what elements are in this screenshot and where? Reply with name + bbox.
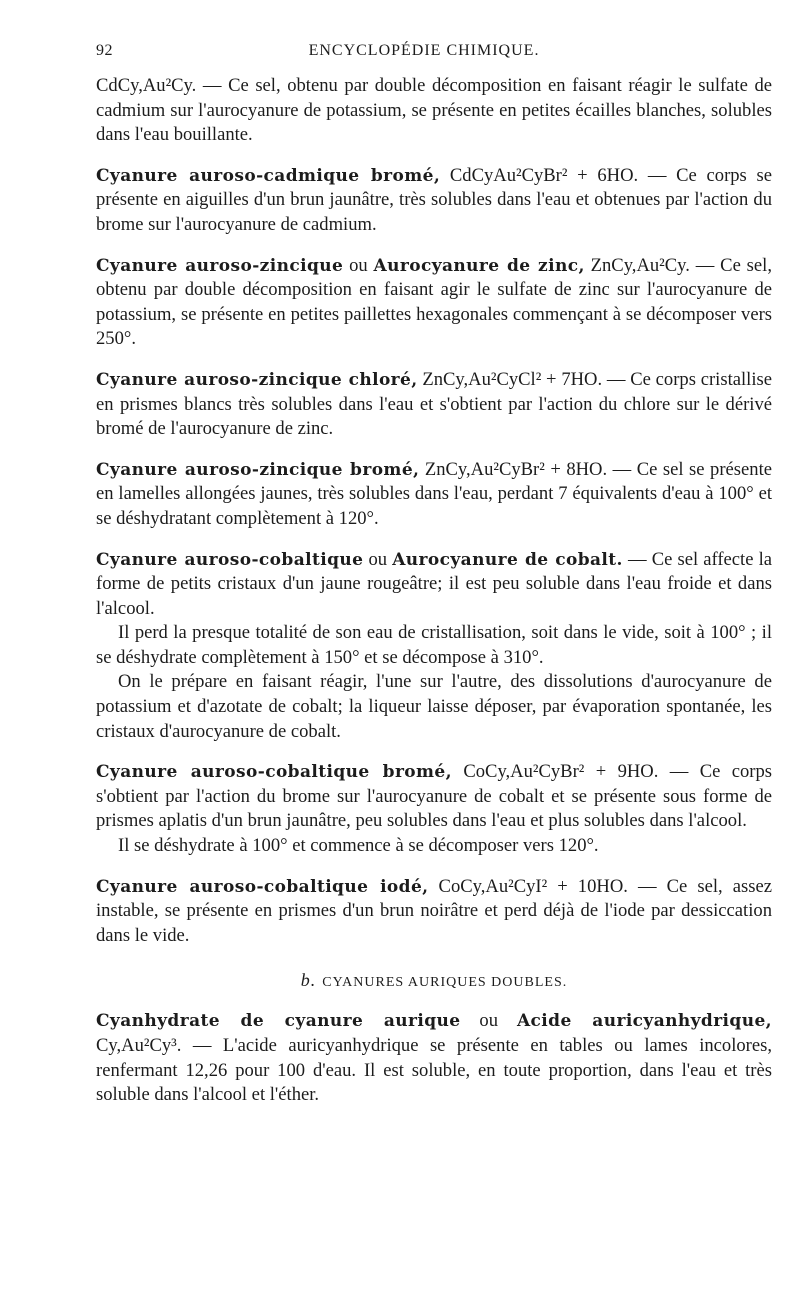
entry-heading: Cyanure auroso-zincique chloré, xyxy=(96,369,418,390)
entry-connector: ou xyxy=(363,548,393,570)
entry-text: CoCy,Au²CyI² + 10HO. — Ce sel, assez instable, se présente en prismes d'un brun noirâtre et perd déjà de l'iode par dessiccation dans le vide. xyxy=(96,875,772,946)
entry-auroso-cobaltique-iode xyxy=(96,875,772,949)
entry-auroso-cobaltique-brome xyxy=(96,760,772,834)
entry-auroso-zincique xyxy=(96,254,772,352)
entry-acide-auricyanhydrique xyxy=(96,1009,772,1107)
entry-paragraph: Il perd la presque totalité de son eau de cristallisation, soit dans le vide, soit à 100° ; il se déshydrate complètement à 150° et se décompose à 310°. xyxy=(96,622,772,668)
entry-text: ZnCy,Au²CyCl² + 7HO. — Ce corps cristallise en prismes blancs très solubles dans l'eau et s'obtient par l'action du chlore sur le dérivé bromé de l'aurocyanure de zinc. xyxy=(96,368,772,440)
entry-formula: CdCy,Au²Cy. xyxy=(96,75,197,96)
entry-connector: ou xyxy=(343,254,374,276)
entry-heading-alt: Aurocyanure de zinc, xyxy=(373,255,585,276)
entry-text: CdCyAu²CyBr² + 6HO. — Ce corps se présente en aiguilles d'un brun jaunâtre, très solubles dans l'eau et obtenues par l'action du brome sur l'aurocyanure de cadmium. xyxy=(96,164,772,235)
entry-heading: Cyanure auroso-cadmique bromé, xyxy=(96,165,441,186)
subsection-title: CYANURES AURIQUES DOUBLES. xyxy=(322,975,568,991)
entry-heading: Cyanure auroso-cobaltique xyxy=(96,549,364,570)
entry-text: CoCy,Au²CyBr² + 9HO. — Ce corps s'obtient par l'action du brome sur l'aurocyanure de cobalt et se présente sous forme de prismes aplatis d'un brun jaunâtre, peu solubles dans l'eau et plus solubles dans l'alcool. xyxy=(96,761,772,832)
subsection-letter: b. xyxy=(300,970,317,991)
entry-cadmium-aurocyanide xyxy=(96,74,772,148)
entry-text: — Ce sel affecte la forme de petits cristaux d'un jaune rougeâtre; il est peu soluble dans l'eau froide et dans l'alcool. xyxy=(96,548,772,619)
entry-text: ZnCy,Au²Cy. — Ce sel, obtenu par double décomposition en faisant agir le sulfate de zinc sur l'aurocyanure de potassium, se présente en petites paillettes hexagonales commençant à se décomposer vers 250°. xyxy=(96,254,772,350)
running-title: ENCYCLOPÉDIE CHIMIQUE. xyxy=(308,42,540,59)
entry-heading-alt: Acide auricyanhydrique, xyxy=(516,1011,772,1032)
entry-auroso-zincique-chlore xyxy=(96,368,772,442)
entry-connector: ou xyxy=(460,1010,517,1032)
page-number: 92 xyxy=(96,42,113,59)
entry-auroso-cobaltique xyxy=(96,548,772,622)
entry-auroso-cadmique-brome xyxy=(96,164,772,238)
entry-heading: Cyanure auroso-zincique bromé, xyxy=(96,459,420,480)
entry-heading: Cyanhydrate de cyanure aurique xyxy=(96,1011,461,1032)
entry-heading: Cyanure auroso-cobaltique iodé, xyxy=(96,876,429,897)
entry-text: Cy,Au²Cy³. — L'acide auricyanhydrique se présente en tables ou lames incolores, renfermant 12,26 pour 100 d'eau. Il est soluble, en toute proportion, dans l'eau et très soluble dans l'alcool et l'éther. xyxy=(96,1035,772,1106)
entry-heading: Cyanure auroso-cobaltique bromé, xyxy=(96,762,452,783)
entry-paragraph: Il se déshydrate à 100° et commence à se décomposer vers 120°. xyxy=(118,835,599,857)
entry-text: — Ce sel, obtenu par double décomposition en faisant réagir le sulfate de cadmium sur l'aurocyanure de potassium, se présente en petites écailles blanches, solubles dans l'eau bouillante. xyxy=(96,75,772,146)
entry-paragraph: On le prépare en faisant réagir, l'une sur l'autre, des dissolutions d'aurocyanure de potassium et d'azotate de cobalt; la liqueur laisse déposer, par évaporation spontanée, les cristaux d'aurocyanure de cobalt. xyxy=(96,671,772,742)
subsection-heading xyxy=(96,970,772,991)
page-header xyxy=(96,42,772,60)
entry-heading-alt: Aurocyanure de cobalt. xyxy=(392,549,623,570)
entry-auroso-zincique-brome xyxy=(96,458,772,532)
entry-text: ZnCy,Au²CyBr² + 8HO. — Ce sel se présente en lamelles allongées jaunes, très solubles dans l'eau, perdant 7 équivalents d'eau à 100° et se déshydratant complètement à 120°. xyxy=(96,458,772,529)
entry-heading: Cyanure auroso-zincique xyxy=(96,255,344,276)
